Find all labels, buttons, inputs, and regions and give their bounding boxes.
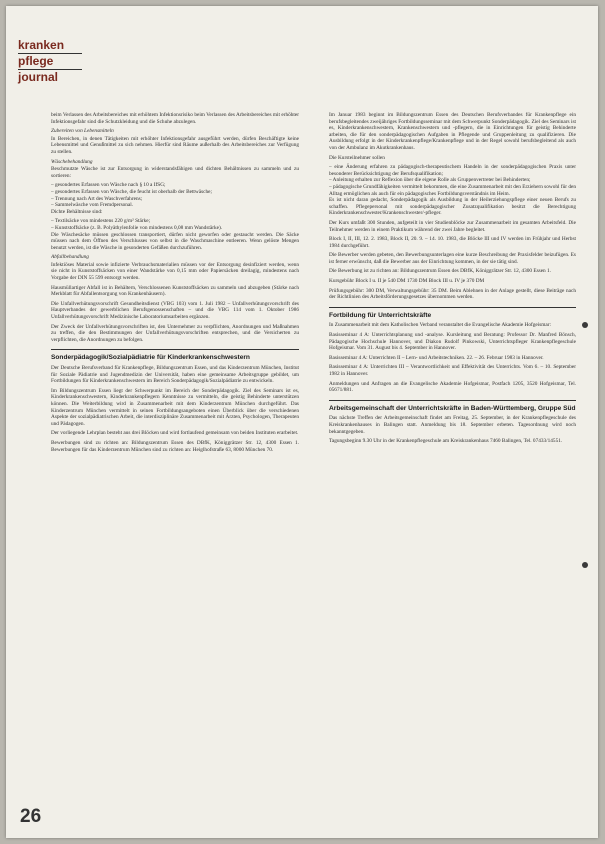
paragraph: Basisseminar 4 A: Unterrichten III – Verantwortlichkeit und Effektivität des Unterrichts. Vom 6. – 10. September 1982 in Hannover. [329,364,576,377]
paragraph: Der Deutsche Berufsverband für Krankenpflege, Bildungszentrum Essen, und das Kinderzentrum München, Institut für Soziale Pädiatrie und Jugendmedizin der Universität, haben eine gemeinsame Arbeitsgruppe gebildet, um Fortbildungen für Kinderkrankenschwestern im Bereich Sonderpädagogik/Sozialpädiatrie zu entwickeln. [51,365,299,385]
paragraph: beim Verlassen des Arbeitsbereiches mit erhöhtem Infektionsrisiko beim Verlassen des Arbeitsbereiches mit erhöhter Infektionsgefahr sind die Schutzkleidung und die Schuhe abzulegen. [51,112,299,125]
list-item: – Sammelwäsche vom Fremdpersonal. [51,202,134,209]
paragraph: Der vorliegende Lehrplan besteht aus drei Blöcken und wird fortlaufend gemeinsam von beiden Instituten erarbeitet. [51,430,299,437]
list-item: – pädagogische Grundfähigkeiten vermittelt bekommen, die eine Zusammenarbeit mit den Erziehern sowohl für den Alltag ermöglichen als auch für ein pädagogisches Fortbildungsverständnis im Heim. [329,183,576,197]
document-page [6,6,598,838]
paragraph: Das nächste Treffen der Arbeitsgemeinschaft findet am Freitag, 25. September, in der Krankenpflegeschule des Kreiskrankenhauses in Balingen statt. Anmeldung bis 18. September erbeten. Tagesordnung wird noch bekanntgegeben. [329,415,576,435]
binder-hole [582,322,588,328]
list-item: – eine Änderung erfahren zu pädagogisch-therapeutischem Handeln in der sonderpädagogischen Praxis unter besonderer Berücksichtigung der Berufsqualifikation; [329,164,576,177]
page-number: 26 [20,806,42,827]
section-heading: Arbeitsgemeinschaft der Unterrichtskräfte in Baden-Württemberg, Gruppe Süd [329,400,576,413]
paragraph: Basisseminar 4 A: Unterrichten II – Lern- und Arbeitstechniken. 22. – 26. Februar 1983 in Hannover. [329,354,544,361]
left-text-column [51,112,299,836]
paragraph: Der Kurs umfaßt 300 Stunden, aufgeteilt in vier Studienblöcke zur Zusammenarbeit im gesamten Arbeitsfeld. Die Teilnehmer werden in einem Praktikum während der zwei Jahre begleitet. [329,219,576,233]
paragraph: Kursgebühr Block I u. II je 540 DM 1730 DM Block III u. IV je 370 DM [329,278,485,285]
section-heading: Fortbildung für Unterrichtskräfte [329,307,576,320]
subheading: Zubereiten von Lebensmitteln [51,128,114,135]
paragraph: Die Bewerbung ist zu richten an: Bildungszentrum Essen des DBfK, Königgrätzer Str. 12, 4300 Essen 1. [329,268,551,275]
paragraph: Dichte Behältnisse sind: [51,208,103,215]
paragraph: Die Unfallverhütungsvorschrift Gesundheitsdienst (VBG 103) vom 1. Juli 1982 – Unfallverhütungsvorschrift des Hauptverbandes der gewerblichen Berufsgenossenschaften – und die VBG 114 vom 1. Oktober 1986 Unfallverhütungsvorschrift Medizinische Laboratoriumsarbeiten ergänzen. [51,300,299,321]
paragraph: Die Bewerber werden gebeten, den Bewerbungsunterlagen eine kurze Beschreibung der Praxisfelder beizufügen. Es ist ferner erwünscht, daß die Bewerber aus der Einrichtung kommen, in der sie tätig sind. [329,252,576,265]
paragraph: Die Kursteilnehmer sollen [329,154,385,161]
paragraph: Bewerbungen sind zu richten an: Bildungszentrum Essen des DBfK, Königgrätzer Str. 12, 4300 Essen 1. Bewerbungen für das Kinderzentrum München sind zu richten an: Heiglhofstraße 63, 8000 München 70. [51,439,299,453]
paragraph: Tagungsbeginn 9.30 Uhr in der Krankenpflegeschule am Kreiskrankenhaus 7460 Balingen, Tel. 07433/14551. [329,438,563,445]
list-item: – gesondertes Erfassen von Wäsche, die feucht ist oberhalb der Bettwäsche; [51,188,212,195]
right-text-column [329,112,576,832]
paragraph: Der Zweck der Unfallverhütungsvorschriften ist, den Unternehmer zu verpflichten, Anordnungen und Maßnahmen zu treffen, die den Bestimmungen der Unfallverhütungsvorschriften entsprechen, und die Versicherten zu verpflichten, die Anordnungen zu befolgen. [51,323,299,343]
list-item: – Trennung nach Art des Waschverfahrens; [51,195,143,202]
list-item: – Kunststoffsäcke (z. B. Polyäthylenfolie von mindestens 0,08 mm Wandstärke). [51,224,223,231]
paragraph: In Zusammenarbeit mit dem Katholischen Verband veranstaltet die Evangelische Akademie Hofgeismar: [329,322,552,329]
section-heading: Sonderpädagogik/Sozialpädiatrie für Kinderkrankenschwestern [51,349,299,362]
binder-hole [582,562,588,568]
list-item: – Anleitung erhalten zur Reflexion über die eigene Rolle als Gruppenvertreter bei Behinderten; [329,177,531,184]
list-item: – Textilsäcke von mindestens 220 g/m² Stärke; [51,218,151,225]
paragraph: Prüfungsgebühr: 300 DM, Verwaltungsgebühr: 35 DM. Beim Ablehnen in der Anlage gestellt, diese Beiträge nach der Richtlinien des Arbeitsförderungsgesetzes übernommen werden. [329,287,576,301]
paragraph: Beschmutzte Wäsche ist zur Entsorgung in widerstandsfähigen und dichten Behältnissen zu sammeln und zu sortieren: [51,166,299,179]
paragraph: Im Januar 1983 beginnt im Bildungszentrum Essen des Deutschen Berufsverbandes für Krankenpflege ein berufsbegleitendes zweijähriges Fortbildungsseminar mit dem Schwerpunkt Sonderpädagogik. Ziel des Seminars ist es, Kinderkrankenschwestern, Krankenschwestern und -pflegern, die in Einrichtungen für geistig Behinderte arbeiten, die für den sonderpädagogischen Aufgaben in Pflegende und Gruppenleitung zu qualifizieren. Die Ausbildung erfolgt in der Kinderkrankenpflege/Krankenpflege und in der Regel sowohl berufsbegleitend als auch von der Ambulanz im Akutkrankenhaus. [329,112,576,151]
paragraph: Es ist nicht daran gedacht, Sonderpädagogik als Ausbildung in der Heilerziehungspflege einer neuen Berufs zu schaffen. Pflegepersonal mit sonderpädagogischer Zusatzqualifikation besitzt die Berechtigung Kinderkrankenschwester/Krankenschwester/-pfleger. [329,197,576,217]
paragraph: Die Wäschesäcke müssen geschlossen transportiert, dürfen nicht geworfen oder gestaucht werden. Die Säcke müssen nach dem Öffnen des Verschlusses von selbst in die Waschmaschine entleeren. Wenn gelöste Mengen benutzt werden, ist die Wäsche in gesonderten Gefäßen durchzuführen. [51,231,299,251]
list-item: – gesondertes Erfassen von Wäsche nach § 10 a IfSG; [51,182,166,189]
masthead-line3: journal [18,70,59,84]
journal-masthead [18,40,82,83]
subheading: Wäschebehandlung [51,158,93,165]
paragraph: Anmeldungen und Anfragen an die Evangelische Akademie Hofgeismar, Postfach 1205, 3520 Hofgeismar, Tel. 05671/881. [329,380,576,394]
subheading: Abfallbehandlung [51,254,89,261]
paragraph: Block I, II, III, 12. 2. 1983, Block II, 20. 9. – 14. 10. 1983, die Blöcke III und IV werden im Frühjahr und Herbst 1984 durchgeführt. [329,236,576,249]
paragraph: In Bereichen, in denen Tätigkeiten mit erhöhter Infektionsgefahr ausgeführt werden, dürfen Beschäftigte keine Lebensmittel und Genußmittel zu sich nehmen. Hierfür sind Räume außerhalb des Arbeitsbereiches zur Verfügung zu stellen. [51,135,299,155]
paragraph: Infektiöses Material sowie infizierte Verbrauchsmaterialien müssen vor der Entsorgung desinfiziert werden, wenn sie nicht in Kunststoffsäcken von einer Wandstärke von 0,15 mm oder Papiersäcken dreilagig, mindestens nach Vorgabe der DIN 55 599 entsorgt werden. [51,261,299,282]
masthead-line2: pflege [18,54,54,68]
paragraph: Im Bildungszentrum Essen liegt der Schwerpunkt im Bereich der Sonderpädagogik. Ziel des Seminars ist es, Kinderkrankenschwestern, Kinderkrankenpflegern Kenntnisse zu vermitteln, die geistig Behinderte unterstützen können. Die Weiterbildung wird in Zusammenarbeit mit dem Kinderzentrum München durchgeführt. Das Kinderzentrum München vermittelt in seinen Fortbildungsangeboten einen Überblick über die verschiedenen Aspekte der sozialpädiatrischen Arbeit, die interdisziplinäre Zusammenarbeit mit Ärzten, Psychologen, Therapeuten und Pädagogen. [51,387,299,427]
paragraph: Basisseminar 4 A: Unterrichtsplanung und -analyse. Kursleitung und Beratung: Professor Dr. Manfred Bönsch, Pädagogische Hochschule Hannover, und Diakon Rudolf Pinkowski, Unterrichtspfleger Krankenpflegeschule Hofgeismar. Vom 31. August bis 4. September in Hannover. [329,332,576,352]
masthead-line1: kranken [18,38,65,52]
paragraph: Hausmüllartiger Abfall ist in Behältern, Verschlossenen Kunststoffsäcken zu sammeln und abzugeben (Stärke nach Merkblatt für Abfallentsorgung von Krankenhäusern). [51,284,299,298]
